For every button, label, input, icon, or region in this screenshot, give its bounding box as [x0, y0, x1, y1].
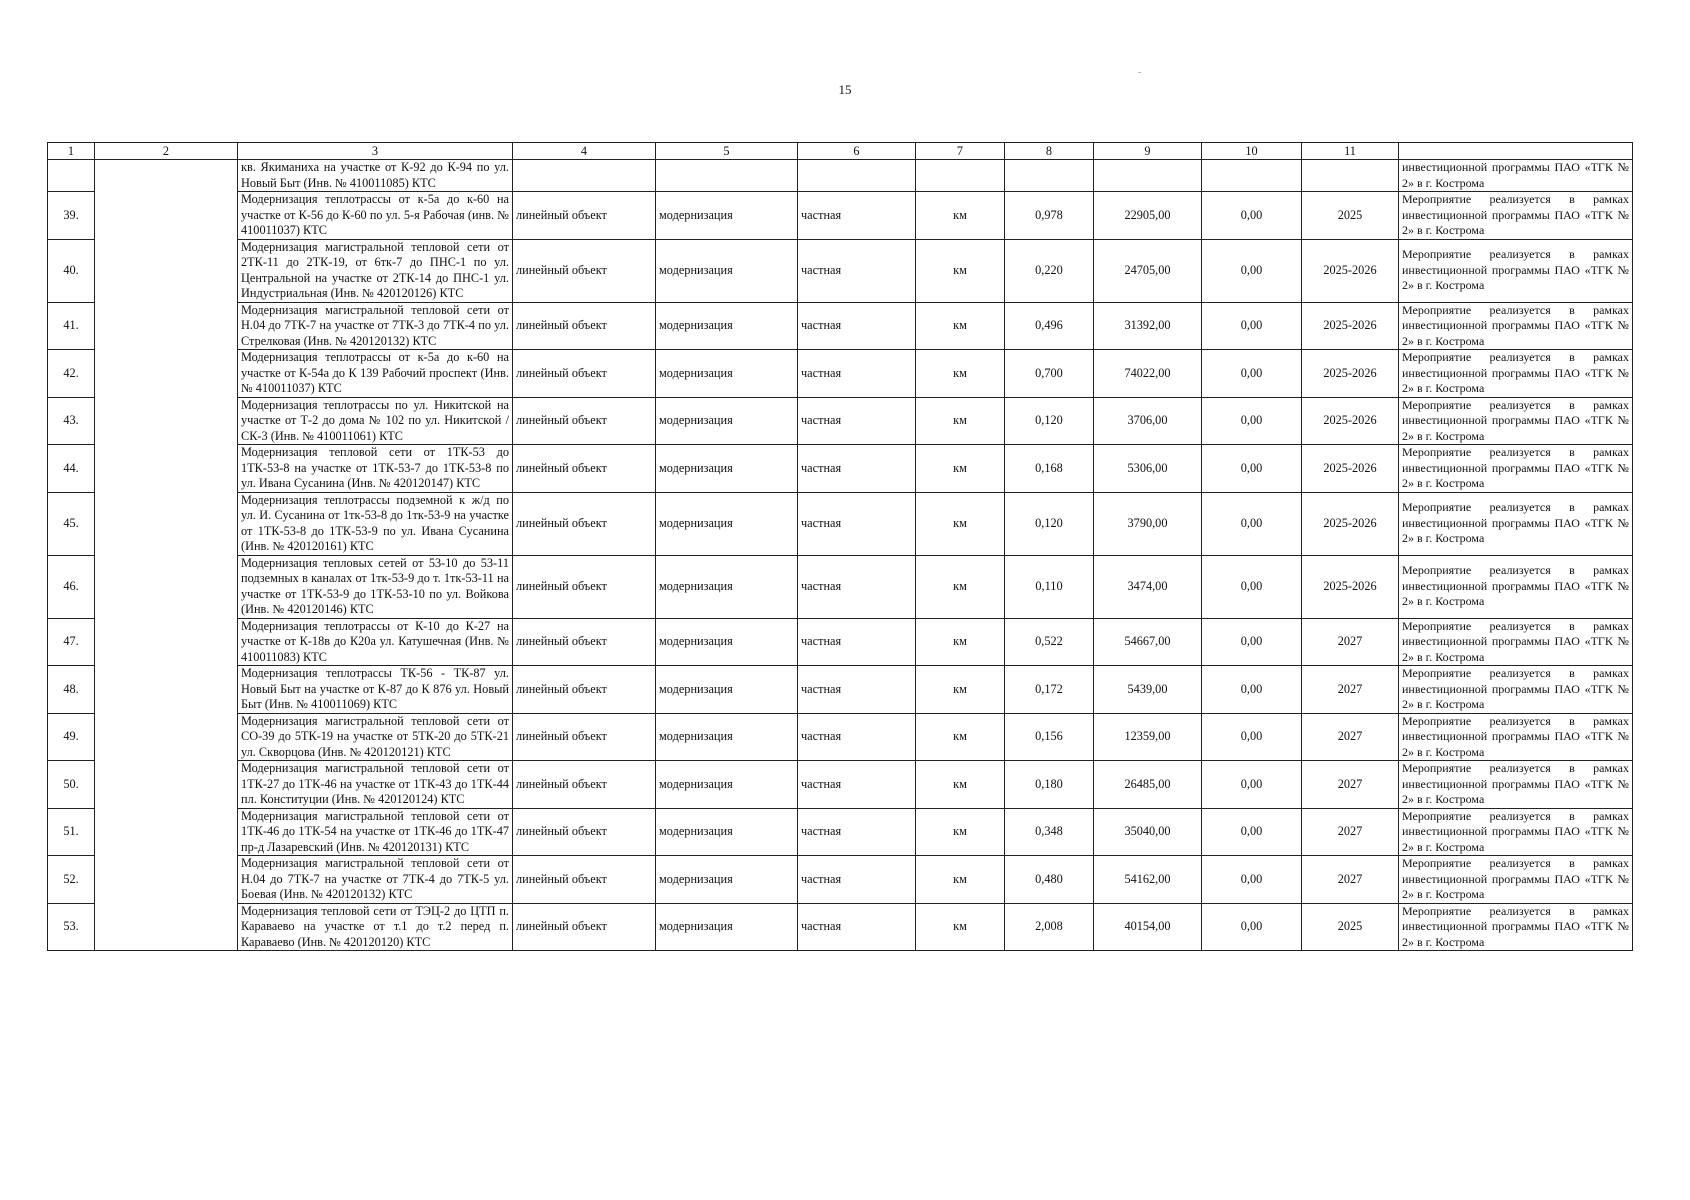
- object-category: линейный объект: [513, 555, 656, 618]
- work-type: модернизация: [656, 713, 798, 761]
- unit: км: [916, 761, 1005, 809]
- ownership-kind: частная: [798, 903, 916, 951]
- row-number: 43.: [48, 397, 95, 445]
- row-number: 39.: [48, 192, 95, 240]
- year-value: 2025-2026: [1302, 445, 1399, 493]
- unit: км: [916, 445, 1005, 493]
- object-category: линейный объект: [513, 761, 656, 809]
- note: Мероприятие реализуется в рамках инвестиционной программы ПАО «ТГК № 2» в г. Кострома: [1399, 856, 1633, 904]
- table-row: [48, 302, 1633, 350]
- year-value: 2025-2026: [1302, 302, 1399, 350]
- unit: км: [916, 192, 1005, 240]
- length-value: 0,168: [1005, 445, 1094, 493]
- work-type: модернизация: [656, 618, 798, 666]
- col-header: 9: [1094, 143, 1202, 160]
- cost-value: 5439,00: [1094, 666, 1202, 714]
- col-header: 2: [95, 143, 238, 160]
- budget-value: 0,00: [1202, 618, 1302, 666]
- object-name: Модернизация теплотрассы от к-5а до к-60 на участке от К-56 до К-60 по ул. 5-я Рабочая (инв. № 410011037) КТС: [238, 192, 513, 240]
- cost-value: 3474,00: [1094, 555, 1202, 618]
- object-name: Модернизация тепловой сети от ТЭЦ-2 до ЦТП п. Караваево на участке от т.1 до т.2 перед п. Караваево (Инв. № 420120120) КТС: [238, 903, 513, 951]
- budget-value: 0,00: [1202, 302, 1302, 350]
- length-value: 2,008: [1005, 903, 1094, 951]
- table-row: [48, 808, 1633, 856]
- note: Мероприятие реализуется в рамках инвестиционной программы ПАО «ТГК № 2» в г. Кострома: [1399, 239, 1633, 302]
- work-type: модернизация: [656, 808, 798, 856]
- unit: км: [916, 239, 1005, 302]
- work-type: модернизация: [656, 856, 798, 904]
- budget-value: 0,00: [1202, 903, 1302, 951]
- group-cell: [95, 160, 238, 951]
- object-category: линейный объект: [513, 302, 656, 350]
- work-type: модернизация: [656, 350, 798, 398]
- length-value: 0,220: [1005, 239, 1094, 302]
- object-category: линейный объект: [513, 713, 656, 761]
- row-number: 52.: [48, 856, 95, 904]
- note: Мероприятие реализуется в рамках инвестиционной программы ПАО «ТГК № 2» в г. Кострома: [1399, 903, 1633, 951]
- row-number: 53.: [48, 903, 95, 951]
- length-value: 0,120: [1005, 492, 1094, 555]
- unit: км: [916, 713, 1005, 761]
- length-value: 0,496: [1005, 302, 1094, 350]
- object-category: линейный объект: [513, 903, 656, 951]
- unit: км: [916, 492, 1005, 555]
- unit: км: [916, 397, 1005, 445]
- object-name: Модернизация теплотрассы от К-10 до К-27 на участке от К-18в до К20а ул. Катушечная (Инв. № 410011083) КТС: [238, 618, 513, 666]
- year-value: 2025-2026: [1302, 492, 1399, 555]
- table-row: [48, 903, 1633, 951]
- year-value: 2025-2026: [1302, 350, 1399, 398]
- table-row: [48, 239, 1633, 302]
- note: Мероприятие реализуется в рамках инвестиционной программы ПАО «ТГК № 2» в г. Кострома: [1399, 666, 1633, 714]
- note: Мероприятие реализуется в рамках инвестиционной программы ПАО «ТГК № 2» в г. Кострома: [1399, 192, 1633, 240]
- unit: км: [916, 856, 1005, 904]
- ownership-kind: частная: [798, 856, 916, 904]
- object-category: линейный объект: [513, 808, 656, 856]
- ownership-kind: частная: [798, 302, 916, 350]
- object-category: линейный объект: [513, 192, 656, 240]
- length-value: 0,348: [1005, 808, 1094, 856]
- object-category: линейный объект: [513, 856, 656, 904]
- col-header: 1: [48, 143, 95, 160]
- cost-value: 5306,00: [1094, 445, 1202, 493]
- object-category: линейный объект: [513, 350, 656, 398]
- row-number: 41.: [48, 302, 95, 350]
- ownership-kind: частная: [798, 192, 916, 240]
- table-row: [48, 397, 1633, 445]
- object-category: линейный объект: [513, 445, 656, 493]
- ownership-kind: частная: [798, 239, 916, 302]
- ownership-kind: частная: [798, 492, 916, 555]
- length-value: 0,156: [1005, 713, 1094, 761]
- object-name: Модернизация теплотрассы ТК-56 - ТК-87 ул. Новый Быт на участке от К-87 до К 876 ул. Новый Быт (Инв. № 410011069) КТС: [238, 666, 513, 714]
- note: Мероприятие реализуется в рамках инвестиционной программы ПАО «ТГК № 2» в г. Кострома: [1399, 445, 1633, 493]
- cost-value: 26485,00: [1094, 761, 1202, 809]
- note: Мероприятие реализуется в рамках инвестиционной программы ПАО «ТГК № 2» в г. Кострома: [1399, 397, 1633, 445]
- ownership-kind: частная: [798, 350, 916, 398]
- object-name: Модернизация магистральной тепловой сети от Н.04 до 7ТК-7 на участке от 7ТК-4 до 7ТК-5 ул. Боевая (Инв. № 420120132) КТС: [238, 856, 513, 904]
- row-number: 42.: [48, 350, 95, 398]
- work-type: модернизация: [656, 192, 798, 240]
- row-number: 46.: [48, 555, 95, 618]
- cost-value: 54667,00: [1094, 618, 1202, 666]
- object-name: кв. Якиманиха на участке от К-92 до К-94 по ул. Новый Быт (Инв. № 410011085) КТС: [238, 160, 513, 192]
- unit: км: [916, 808, 1005, 856]
- row-number: 50.: [48, 761, 95, 809]
- work-type: модернизация: [656, 239, 798, 302]
- object-category: линейный объект: [513, 492, 656, 555]
- budget-value: 0,00: [1202, 666, 1302, 714]
- table-row: [48, 666, 1633, 714]
- cost-value: 3790,00: [1094, 492, 1202, 555]
- table-row: [48, 761, 1633, 809]
- cost-value: 35040,00: [1094, 808, 1202, 856]
- scan-speck: [1138, 72, 1141, 73]
- year-value: 2025-2026: [1302, 239, 1399, 302]
- budget-value: 0,00: [1202, 397, 1302, 445]
- table-row: [48, 618, 1633, 666]
- col-header: 10: [1202, 143, 1302, 160]
- object-category: линейный объект: [513, 618, 656, 666]
- cost-value: 31392,00: [1094, 302, 1202, 350]
- object-name: Модернизация магистральной тепловой сети от Н.04 до 7ТК-7 на участке от 7ТК-3 до 7ТК-4 по ул. Стрелковая (Инв. № 420120132) КТС: [238, 302, 513, 350]
- note: Мероприятие реализуется в рамках инвестиционной программы ПАО «ТГК № 2» в г. Кострома: [1399, 492, 1633, 555]
- cost-value: 12359,00: [1094, 713, 1202, 761]
- note: Мероприятие реализуется в рамках инвестиционной программы ПАО «ТГК № 2» в г. Кострома: [1399, 555, 1633, 618]
- col-header: [1399, 143, 1633, 160]
- investment-table: [47, 142, 1633, 951]
- unit: км: [916, 302, 1005, 350]
- col-header: 7: [916, 143, 1005, 160]
- note: Мероприятие реализуется в рамках инвестиционной программы ПАО «ТГК № 2» в г. Кострома: [1399, 302, 1633, 350]
- work-type: модернизация: [656, 555, 798, 618]
- row-number: 45.: [48, 492, 95, 555]
- budget-value: 0,00: [1202, 713, 1302, 761]
- col-header: 5: [656, 143, 798, 160]
- cost-value: 40154,00: [1094, 903, 1202, 951]
- length-value: 0,978: [1005, 192, 1094, 240]
- unit: км: [916, 903, 1005, 951]
- year-value: 2025: [1302, 192, 1399, 240]
- note: инвестиционной программы ПАО «ТГК № 2» в г. Кострома: [1399, 160, 1633, 192]
- object-name: Модернизация магистральной тепловой сети от 1ТК-46 до 1ТК-54 на участке от 1ТК-46 до 1ТК-47 пр-д Лазаревский (Инв. № 420120131) КТС: [238, 808, 513, 856]
- year-value: 2027: [1302, 761, 1399, 809]
- year-value: 2027: [1302, 856, 1399, 904]
- budget-value: 0,00: [1202, 445, 1302, 493]
- object-category: линейный объект: [513, 397, 656, 445]
- budget-value: 0,00: [1202, 239, 1302, 302]
- note: Мероприятие реализуется в рамках инвестиционной программы ПАО «ТГК № 2» в г. Кострома: [1399, 713, 1633, 761]
- object-category: линейный объект: [513, 666, 656, 714]
- ownership-kind: частная: [798, 713, 916, 761]
- object-category: линейный объект: [513, 239, 656, 302]
- budget-value: 0,00: [1202, 808, 1302, 856]
- object-name: Модернизация теплотрассы от к-5а до к-60 на участке от К-54а до К 139 Рабочий проспект (Инв. № 410011037) КТС: [238, 350, 513, 398]
- year-value: 2025-2026: [1302, 397, 1399, 445]
- object-name: Модернизация магистральной тепловой сети от 1ТК-27 до 1ТК-46 на участке от 1ТК-43 до 1ТК-44 пл. Конституции (Инв. № 420120124) КТС: [238, 761, 513, 809]
- cost-value: 24705,00: [1094, 239, 1202, 302]
- col-header: 6: [798, 143, 916, 160]
- ownership-kind: частная: [798, 555, 916, 618]
- ownership-kind: частная: [798, 397, 916, 445]
- note: Мероприятие реализуется в рамках инвестиционной программы ПАО «ТГК № 2» в г. Кострома: [1399, 808, 1633, 856]
- ownership-kind: частная: [798, 666, 916, 714]
- length-value: 0,480: [1005, 856, 1094, 904]
- object-name: Модернизация теплотрассы подземной к ж/д по ул. И. Сусанина от 1тк-53-8 до 1тк-53-9 на участке от 1ТК-53-8 до 1ТК-53-9 по ул. Ивана Сусанина (Инв. № 420120161) КТС: [238, 492, 513, 555]
- table-row: [48, 192, 1633, 240]
- work-type: модернизация: [656, 666, 798, 714]
- unit: км: [916, 618, 1005, 666]
- budget-value: 0,00: [1202, 856, 1302, 904]
- length-value: 0,110: [1005, 555, 1094, 618]
- cost-value: 3706,00: [1094, 397, 1202, 445]
- year-value: 2025: [1302, 903, 1399, 951]
- work-type: модернизация: [656, 445, 798, 493]
- table-row: [48, 350, 1633, 398]
- object-name: Модернизация тепловой сети от 1ТК-53 до 1ТК-53-8 на участке от 1ТК-53-7 до 1ТК-53-8 по ул. Ивана Сусанина (Инв. № 420120147) КТС: [238, 445, 513, 493]
- row-number: 44.: [48, 445, 95, 493]
- length-value: 0,180: [1005, 761, 1094, 809]
- budget-value: 0,00: [1202, 555, 1302, 618]
- continuation-row: [48, 160, 1633, 192]
- note: Мероприятие реализуется в рамках инвестиционной программы ПАО «ТГК № 2» в г. Кострома: [1399, 618, 1633, 666]
- ownership-kind: частная: [798, 618, 916, 666]
- table-row: [48, 713, 1633, 761]
- unit: км: [916, 350, 1005, 398]
- work-type: модернизация: [656, 397, 798, 445]
- col-header: 11: [1302, 143, 1399, 160]
- ownership-kind: частная: [798, 445, 916, 493]
- cost-value: 74022,00: [1094, 350, 1202, 398]
- length-value: 0,120: [1005, 397, 1094, 445]
- note: Мероприятие реализуется в рамках инвестиционной программы ПАО «ТГК № 2» в г. Кострома: [1399, 761, 1633, 809]
- work-type: модернизация: [656, 302, 798, 350]
- col-header: 8: [1005, 143, 1094, 160]
- object-name: Модернизация магистральной тепловой сети от СО-39 до 5ТК-19 на участке от 5ТК-20 до 5ТК-21 ул. Скворцова (Инв. № 420120121) КТС: [238, 713, 513, 761]
- year-value: 2027: [1302, 808, 1399, 856]
- work-type: модернизация: [656, 761, 798, 809]
- length-value: 0,522: [1005, 618, 1094, 666]
- row-number: 47.: [48, 618, 95, 666]
- length-value: 0,172: [1005, 666, 1094, 714]
- work-type: модернизация: [656, 903, 798, 951]
- table-row: [48, 856, 1633, 904]
- table-row: [48, 445, 1633, 493]
- table-row: [48, 555, 1633, 618]
- budget-value: 0,00: [1202, 192, 1302, 240]
- table-row: [48, 492, 1633, 555]
- budget-value: 0,00: [1202, 761, 1302, 809]
- row-number: 40.: [48, 239, 95, 302]
- note: Мероприятие реализуется в рамках инвестиционной программы ПАО «ТГК № 2» в г. Кострома: [1399, 350, 1633, 398]
- col-header: 3: [238, 143, 513, 160]
- ownership-kind: частная: [798, 761, 916, 809]
- column-number-row: [48, 143, 1633, 160]
- cost-value: 54162,00: [1094, 856, 1202, 904]
- object-name: Модернизация магистральной тепловой сети от 2ТК-11 до 2ТК-19, от 6тк-7 до ПНС-1 по ул. Центральной на участке от 2ТК-14 до ПНС-1 ул. Индустриальная (Инв. № 420120126) КТС: [238, 239, 513, 302]
- length-value: 0,700: [1005, 350, 1094, 398]
- year-value: 2027: [1302, 666, 1399, 714]
- unit: км: [916, 666, 1005, 714]
- work-type: модернизация: [656, 492, 798, 555]
- year-value: 2027: [1302, 618, 1399, 666]
- col-header: 4: [513, 143, 656, 160]
- row-number: 51.: [48, 808, 95, 856]
- row-number: 48.: [48, 666, 95, 714]
- budget-value: 0,00: [1202, 492, 1302, 555]
- ownership-kind: частная: [798, 808, 916, 856]
- year-value: 2027: [1302, 713, 1399, 761]
- cost-value: 22905,00: [1094, 192, 1202, 240]
- object-name: Модернизация тепловых сетей от 53-10 до 53-11 подземных в каналах от 1тк-53-9 до т. 1тк-53-11 на участке от 1ТК-53-9 до 1ТК-53-10 по ул. Войкова (Инв. № 420120146) КТС: [238, 555, 513, 618]
- year-value: 2025-2026: [1302, 555, 1399, 618]
- row-number: 49.: [48, 713, 95, 761]
- object-name: Модернизация теплотрассы по ул. Никитской на участке от Т-2 до дома № 102 по ул. Никитской / СК-3 (Инв. № 410011061) КТС: [238, 397, 513, 445]
- unit: км: [916, 555, 1005, 618]
- page-number: 15: [838, 82, 852, 97]
- budget-value: 0,00: [1202, 350, 1302, 398]
